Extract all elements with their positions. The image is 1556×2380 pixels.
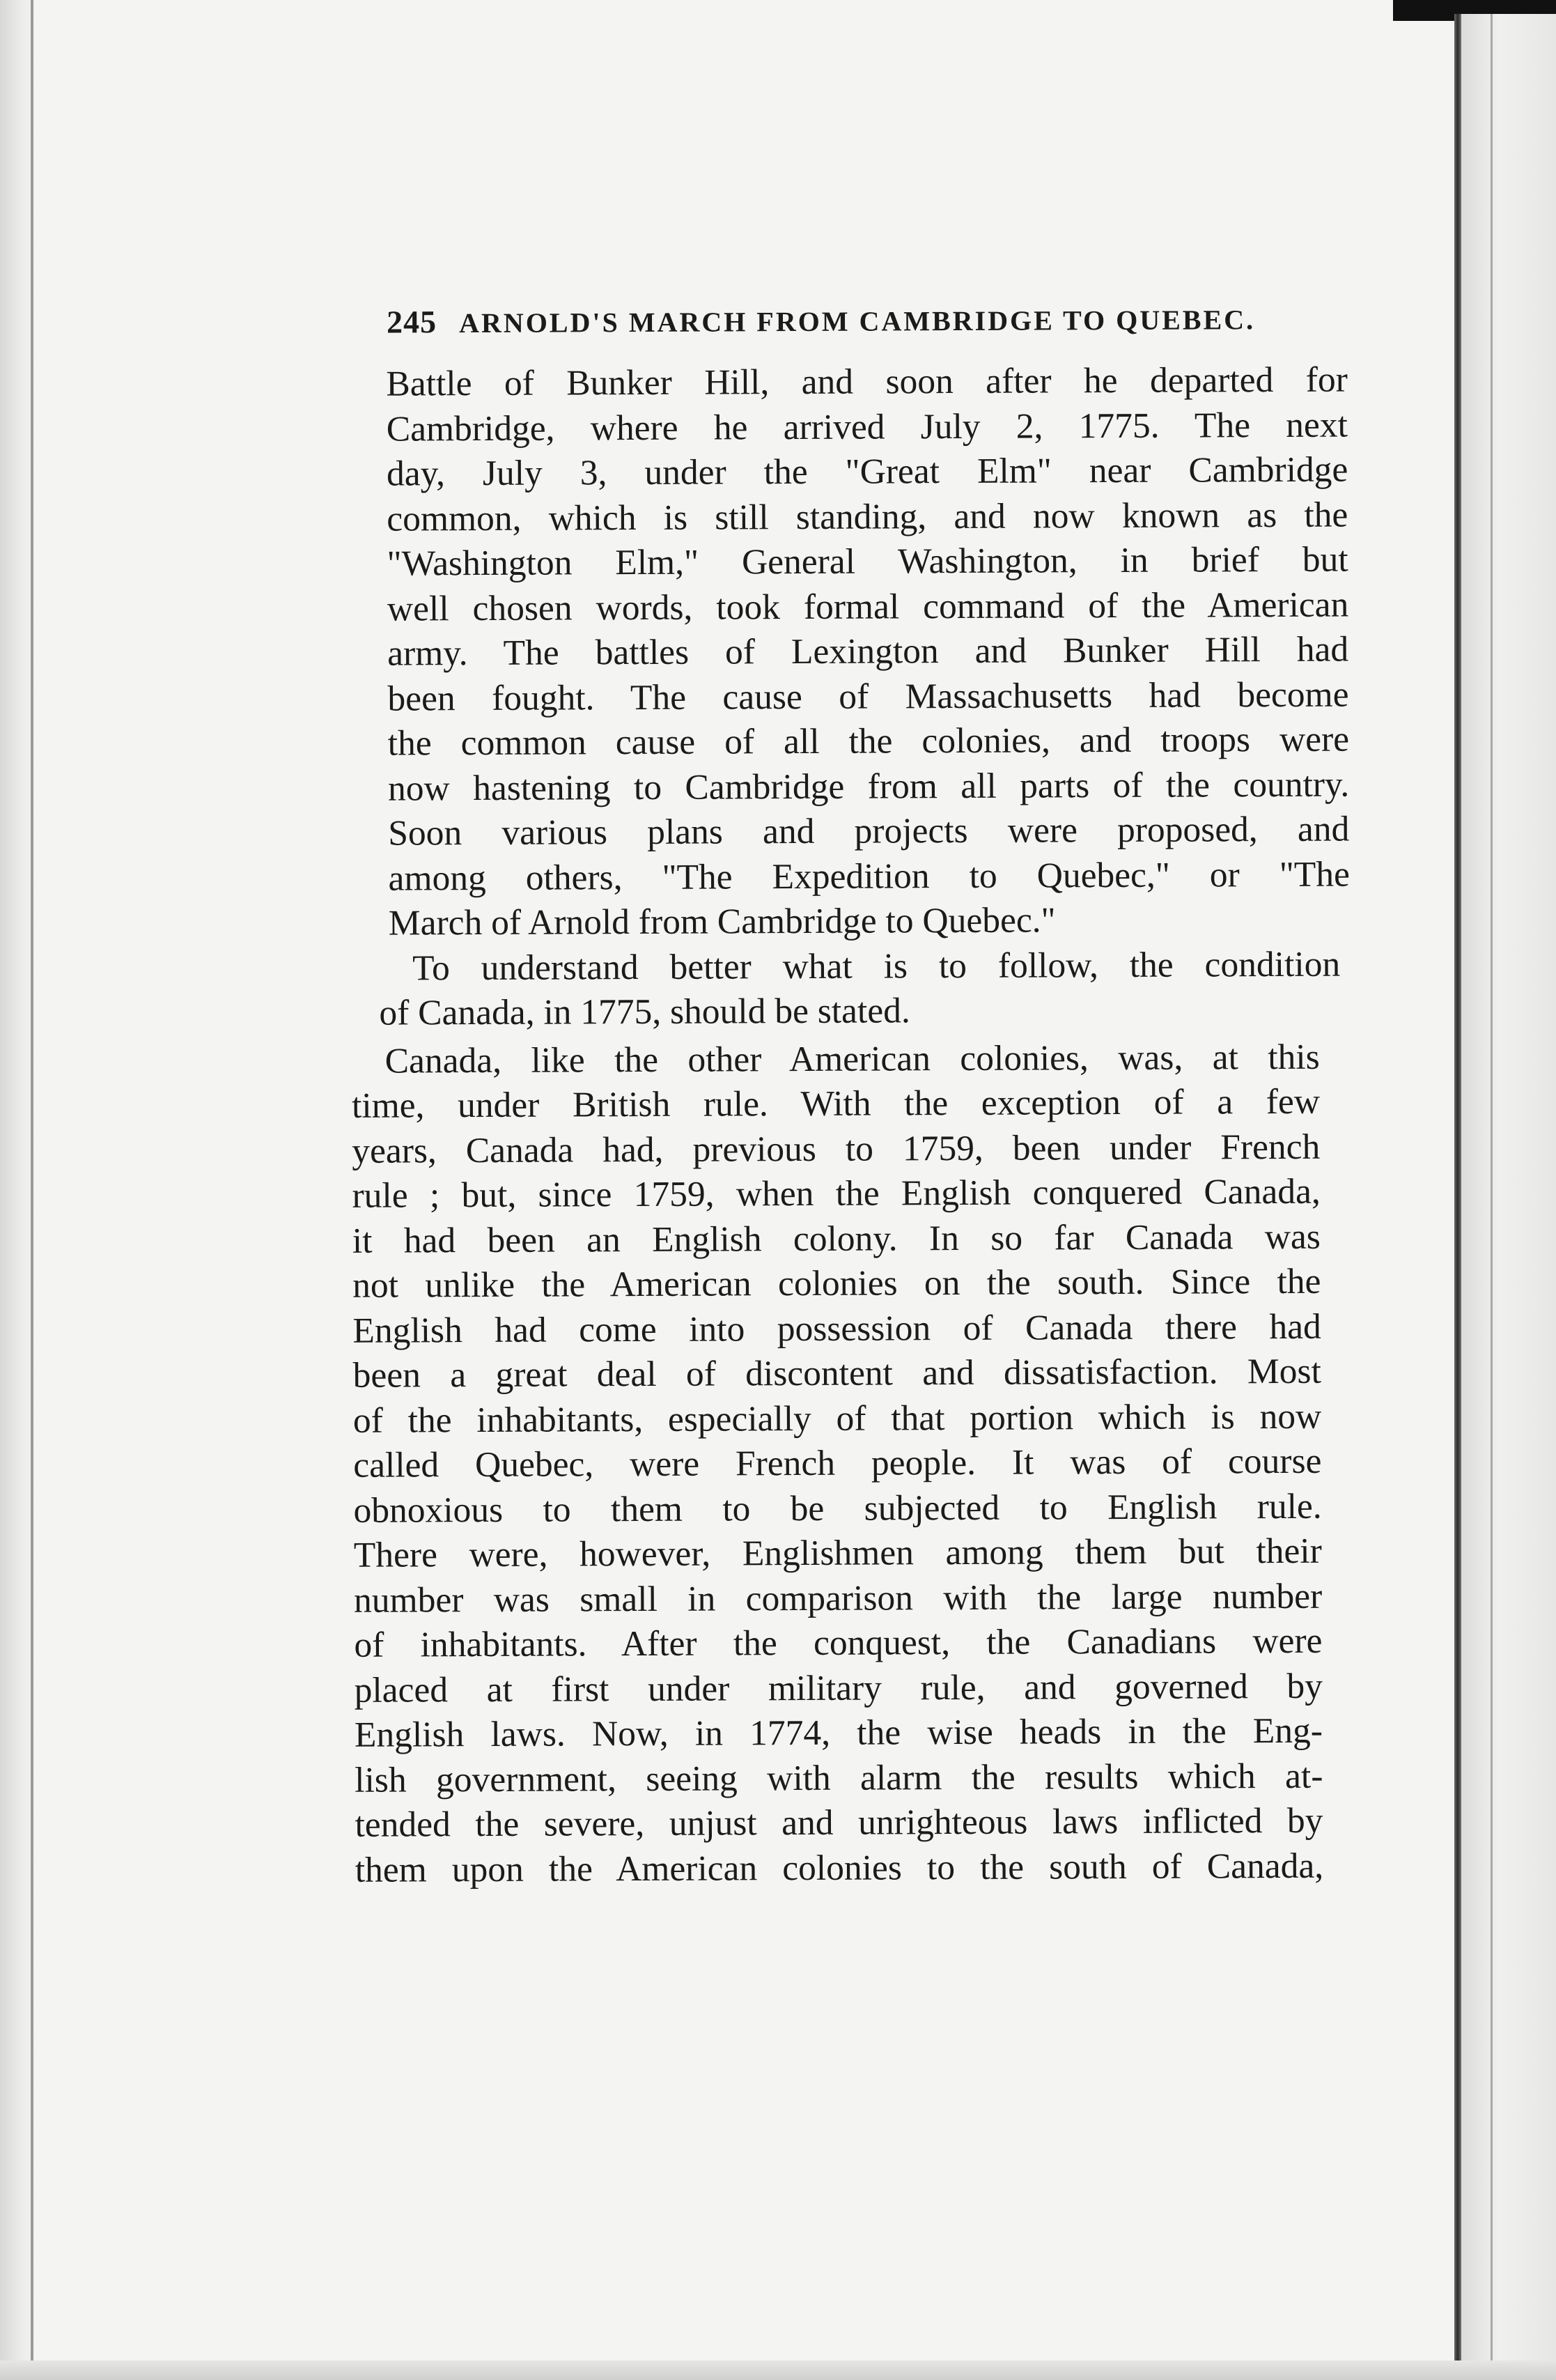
text-line: of Canada, in 1775, should be stated.	[379, 991, 910, 1033]
text-line: common, which is still standing, and now known as the	[387, 495, 1348, 539]
text-line: not unlike the American colonies on the south. Since the	[352, 1261, 1321, 1306]
text-line: Soon various plans and projects were proposed, and	[388, 809, 1350, 853]
book-page	[320, 302, 1358, 1893]
text-line: years, Canada had, previous to 1759, been under French	[352, 1127, 1321, 1171]
right-page-edge	[1461, 14, 1556, 2380]
right-inner-line	[1491, 14, 1493, 2380]
text-line: been fought. The cause of Massachusetts had become	[387, 674, 1349, 719]
running-title: ARNOLD'S MARCH FROM CAMBRIDGE TO QUEBEC.	[459, 304, 1256, 339]
text-line: There were, however, Englishmen among them but their	[353, 1531, 1322, 1575]
text-line: obnoxious to them to be subjected to English rule.	[353, 1486, 1322, 1531]
bottom-page-edge	[0, 2360, 1556, 2380]
text-line: placed at first under military rule, and governed by	[354, 1666, 1323, 1710]
text-line: rule ; but, since 1759, when the English conquered Canada,	[352, 1171, 1321, 1216]
text-line: March of Arnold from Cambridge to Quebec."	[388, 900, 1056, 943]
text-line: lish government, seeing with alarm the results which at-	[355, 1756, 1323, 1800]
text-line: it had been an English colony. In so far Canada was	[352, 1216, 1321, 1261]
text-line: Battle of Bunker Hill, and soon after he departed for	[386, 360, 1348, 404]
paragraph-2	[379, 942, 1341, 1036]
text-line: now hastening to Cambridge from all parts of the country.	[387, 764, 1350, 809]
text-line: tended the severe, unjust and unrighteous laws inflicted by	[355, 1800, 1323, 1845]
text-line: well chosen words, took formal command of the American	[387, 585, 1349, 629]
text-line: among others, "The Expedition to Quebec," or "The	[388, 854, 1350, 899]
text-line: called Quebec, were French people. It was of course	[353, 1441, 1322, 1485]
text-line: "Washington Elm," General Washington, in brief but	[387, 539, 1348, 584]
text-line: Canada, like the other American colonies, was, at this	[384, 1037, 1320, 1081]
running-head	[387, 302, 1351, 339]
text-line: English had come into possession of Canada there had	[352, 1306, 1321, 1351]
text-line: number was small in comparison with the large number	[353, 1576, 1323, 1621]
text-line: of inhabitants. After the conquest, the Canadians were	[354, 1621, 1323, 1665]
text-line: Cambridge, where he arrived July 2, 1775. The next	[386, 405, 1348, 449]
paragraph-1	[386, 358, 1350, 947]
left-binding-line	[31, 0, 33, 2380]
text-line: army. The battles of Lexington and Bunker Hill had	[387, 629, 1349, 674]
paragraph-3	[352, 1035, 1323, 1893]
text-line: time, under British rule. With the exception of a few	[351, 1081, 1321, 1126]
text-line: day, July 3, under the "Great Elm" near Cambridge	[386, 449, 1348, 494]
text-line: them upon the American colonies to the south of Canada,	[355, 1846, 1324, 1890]
text-line: To understand better what is to follow, the condition	[412, 944, 1341, 988]
text-line: of the inhabitants, especially of that portion which is now	[352, 1396, 1322, 1441]
page-number: 245	[386, 304, 437, 340]
text-line: English laws. Now, in 1774, the wise heads in the Eng-	[354, 1710, 1323, 1755]
text-line: been a great deal of discontent and dissatisfaction. Most	[352, 1351, 1321, 1396]
right-binding-line	[1454, 14, 1461, 2380]
text-line: the common cause of all the colonies, and troops were	[387, 719, 1350, 764]
